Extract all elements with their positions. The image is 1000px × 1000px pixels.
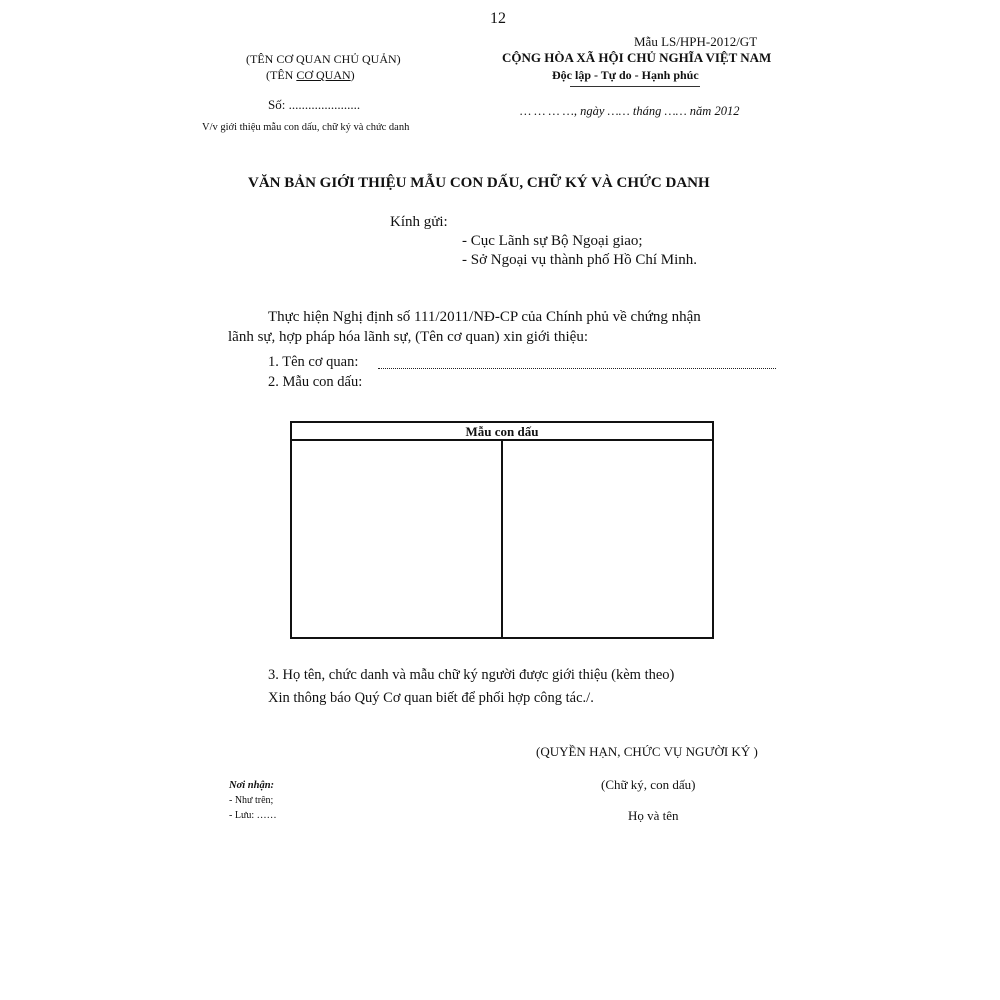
signer-sign-note: (Chữ ký, con dấu): [601, 777, 696, 792]
item-seal-sample: 2. Mẫu con dấu:: [268, 374, 363, 390]
agency-name-fill-line: [378, 368, 776, 369]
seal-cell-right: [503, 441, 712, 639]
seal-sample-table: [290, 421, 714, 639]
national-motto: Độc lập - Tự do - Hạnh phúc: [552, 68, 699, 82]
subject-line: V/v giới thiệu mẫu con dấu, chữ ký và chức danh: [202, 122, 410, 133]
recipient-item: - Sở Ngoại vụ thành phố Hồ Chí Minh.: [462, 252, 698, 268]
republic-heading: CỘNG HÒA XÃ HỘI CHỦ NGHĨA VIỆT NAM: [502, 50, 772, 65]
parent-agency: (TÊN CƠ QUAN CHỦ QUẢN): [246, 52, 401, 66]
seal-table-body: [292, 441, 712, 639]
item-agency-name: 1. Tên cơ quan:: [268, 354, 359, 370]
recipients-list-item: - Lưu: ……: [229, 810, 277, 821]
document-title: VĂN BẢN GIỚI THIỆU MẪU CON DẤU, CHỮ KÝ VÀ CHỨC DANH: [248, 175, 710, 191]
closing-line: Xin thông báo Quý Cơ quan biết để phối hợp công tác./.: [268, 690, 594, 706]
motto-underline: [570, 86, 700, 87]
recipient-item: - Cục Lãnh sự Bộ Ngoại giao;: [462, 233, 643, 249]
body-paragraph-line: Thực hiện Nghị định số 111/2011/NĐ-CP của Chính phủ về chứng nhận: [268, 309, 701, 325]
item-signature-samples: 3. Họ tên, chức danh và mẫu chữ ký người được giới thiệu (kèm theo): [268, 667, 675, 683]
agency-name: [266, 68, 355, 83]
seal-table-header: Mẫu con dấu: [292, 423, 712, 441]
seal-cell-left: [292, 441, 503, 639]
recipients-list-item: - Như trên;: [229, 795, 274, 806]
page-number: 12: [490, 10, 506, 27]
agency-name-underlined: CƠ QUAN: [296, 68, 351, 82]
signer-full-name: Họ và tên: [628, 808, 679, 823]
agency-name-close: ): [350, 68, 355, 82]
recipients-label: Nơi nhận:: [229, 780, 275, 791]
agency-name-open: (TÊN: [266, 68, 297, 82]
signer-authority: (QUYỀN HẠN, CHỨC VỤ NGƯỜI KÝ ): [536, 744, 758, 759]
body-paragraph-line: lãnh sự, hợp pháp hóa lãnh sự, (Tên cơ quan) xin giới thiệu:: [228, 329, 588, 345]
greeting: Kính gửi:: [390, 214, 448, 230]
document-number: Số: ......................: [268, 97, 361, 112]
form-code: Mẫu LS/HPH-2012/GT: [634, 34, 758, 49]
date-line: … … … …, ngày …… tháng …… năm 2012: [520, 104, 740, 118]
